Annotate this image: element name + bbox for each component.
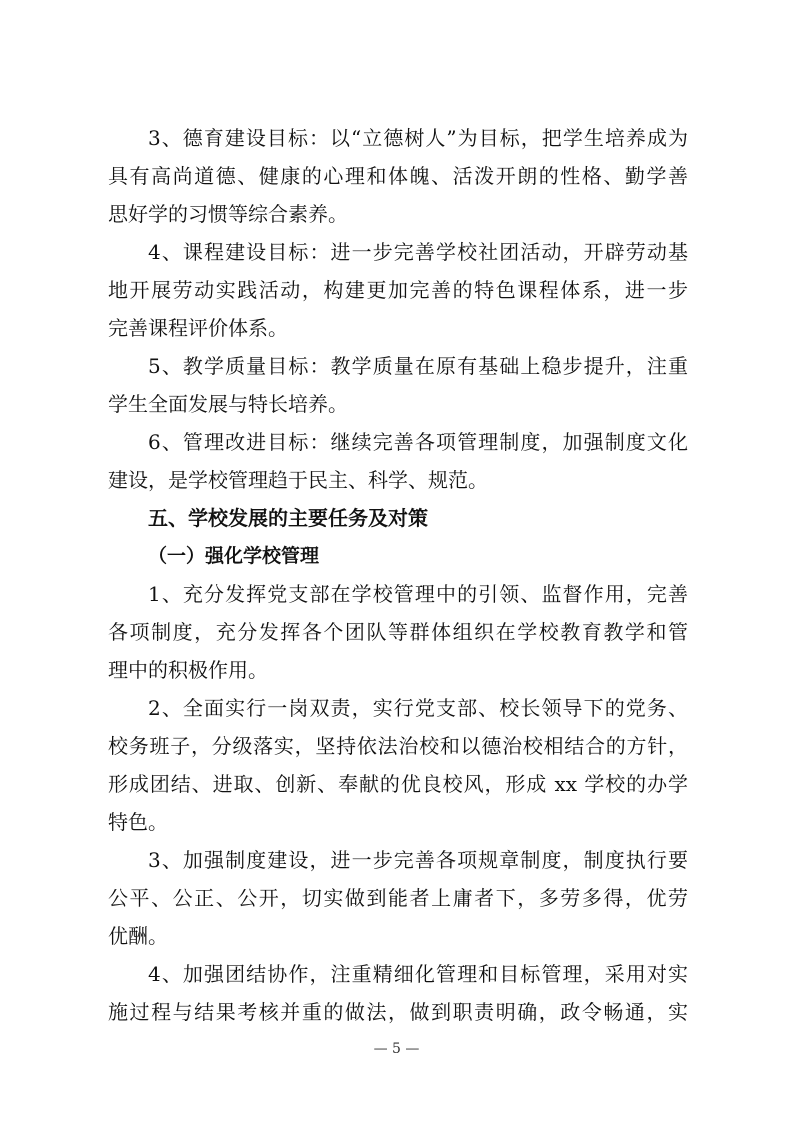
page-number: — 5 — (373, 1041, 420, 1057)
paragraph-line: 形成团结、进取、创新、奉献的优良校风，形成 xx 学校的办学 (108, 772, 688, 796)
paragraph-line: 4、加强团结协作，注重精细化管理和目标管理，采用对实 (148, 962, 688, 986)
paragraph-line: 优酬。 (108, 924, 168, 948)
paragraph-line: 1、充分发挥党支部在学校管理中的引领、监督作用，完善 (148, 582, 688, 606)
paragraph-line: 特色。 (108, 810, 168, 834)
paragraph-line: 6、管理改进目标：继续完善各项管理制度，加强制度文化 (148, 430, 688, 454)
paragraph-line: 5、教学质量目标：教学质量在原有基础上稳步提升，注重 (148, 354, 688, 378)
paragraph-line: 3、加强制度建设，进一步完善各项规章制度，制度执行要 (148, 848, 688, 872)
paragraph-line: 思好学的习惯等综合素养。 (108, 202, 348, 226)
paragraph-line: 学生全面发展与特长培养。 (108, 392, 348, 416)
paragraph-line: 3、德育建设目标：以“立德树人”为目标，把学生培养成为 (148, 126, 688, 150)
paragraph-line: 具有高尚道德、健康的心理和体魄、活泼开朗的性格、勤学善 (108, 164, 688, 188)
paragraph-line: 4、课程建设目标：进一步完善学校社团活动，开辟劳动基 (148, 240, 688, 264)
paragraph-line: 地开展劳动实践活动，构建更加完善的特色课程体系，进一步 (108, 278, 688, 302)
paragraph-line: 建设，是学校管理趋于民主、科学、规范。 (108, 468, 488, 492)
sub-heading: （一）强化学校管理 (148, 545, 320, 567)
paragraph-line: 2、全面实行一岗双责，实行党支部、校长领导下的党务、 (148, 696, 688, 720)
section-heading: 五、学校发展的主要任务及对策 (148, 506, 428, 530)
paragraph-line: 施过程与结果考核并重的做法，做到职责明确，政令畅通，实 (108, 1000, 688, 1024)
paragraph-line: 完善课程评价体系。 (108, 316, 288, 340)
paragraph-line: 校务班子，分级落实，坚持依法治校和以德治校相结合的方针， (108, 734, 688, 758)
paragraph-line: 公平、公正、公开，切实做到能者上庸者下，多劳多得，优劳 (108, 886, 688, 910)
paragraph-line: 各项制度，充分发挥各个团队等群体组织在学校教育教学和管 (108, 620, 688, 644)
paragraph-line: 理中的积极作用。 (108, 658, 268, 682)
